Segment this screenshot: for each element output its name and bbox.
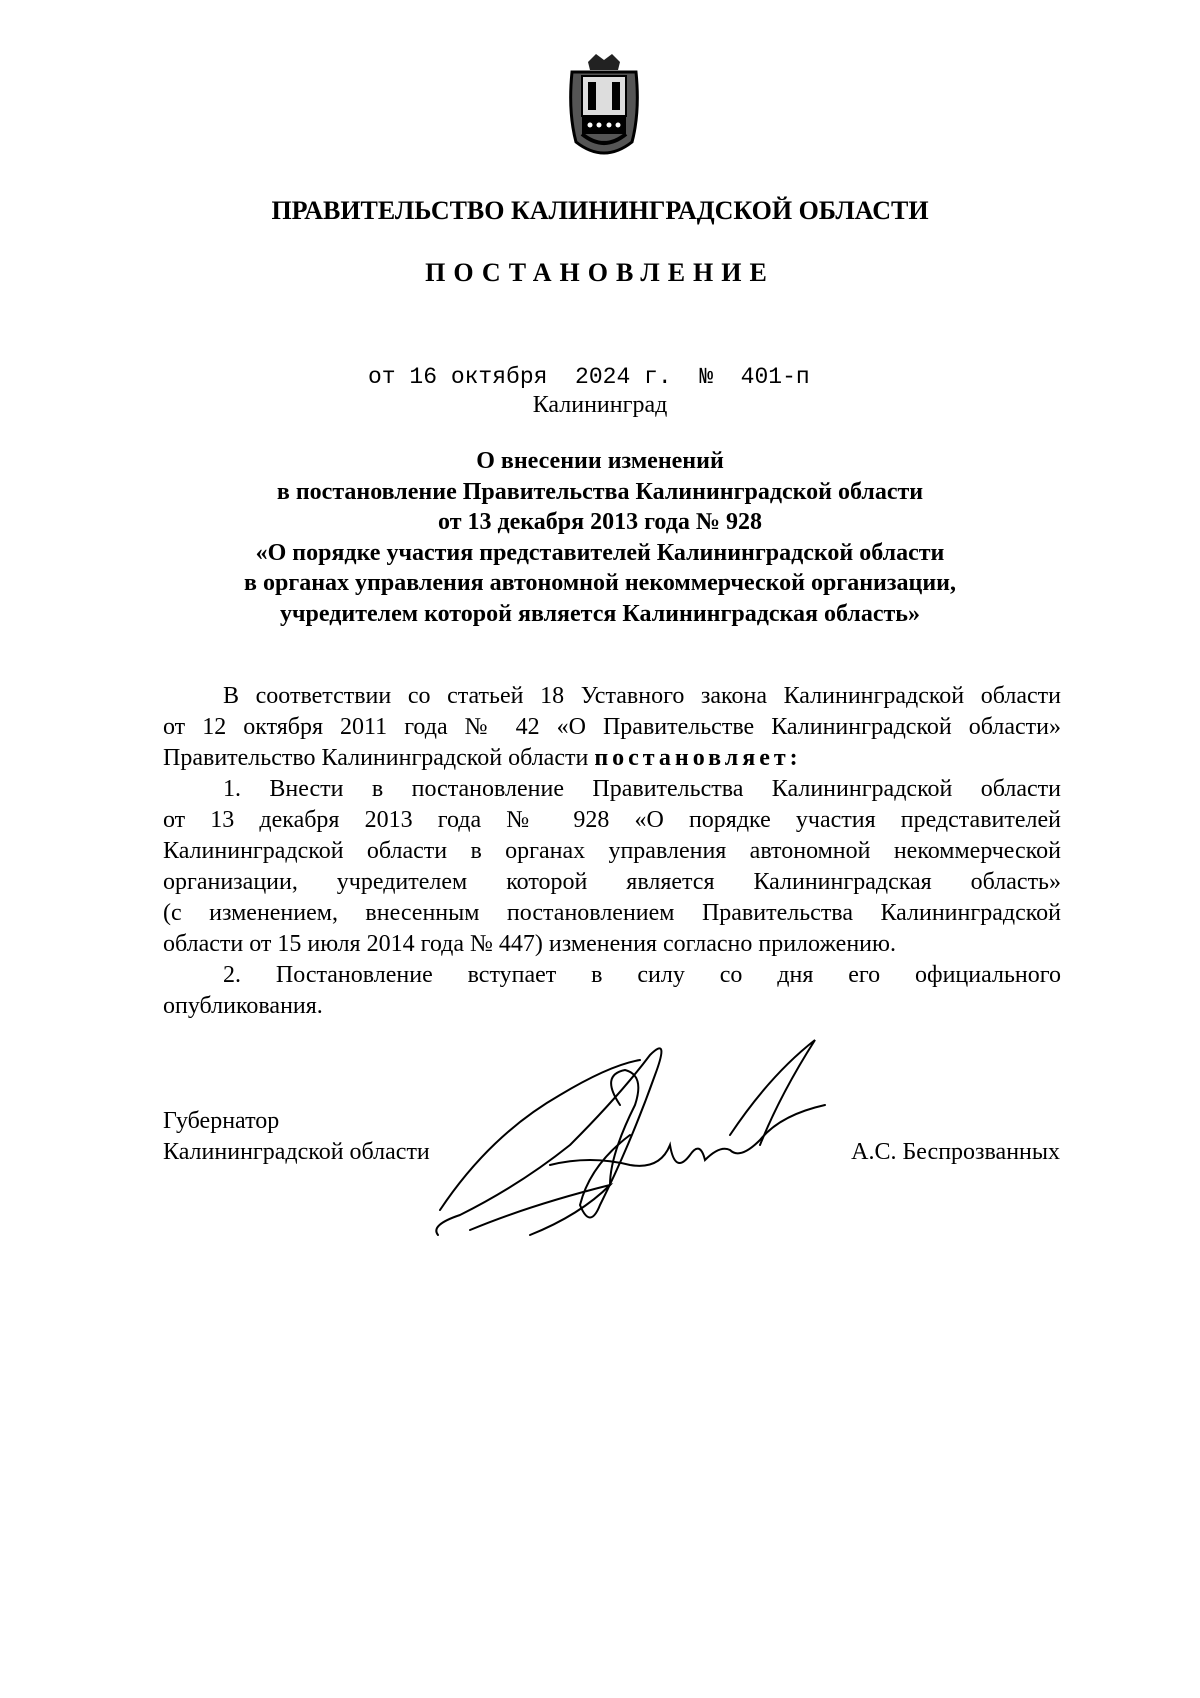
body-line: Калининградской области в органах управления автономной некоммерческой (163, 838, 1061, 864)
signer-position: Калининградской области (163, 1139, 430, 1165)
document-title (0, 446, 1200, 629)
body-line: от 13 декабря 2013 года № 928 «О порядке участия представителей (163, 807, 1061, 833)
title-line: «О порядке участия представителей Калининградской области (255, 539, 945, 566)
title-line: от 13 декабря 2013 года № 928 (438, 509, 762, 535)
title-line: в органах управления автономной некоммерческой организации, (244, 570, 956, 596)
document-body (163, 681, 1061, 1022)
title-line: О внесении изменений (476, 448, 724, 474)
body-line: от 12 октября 2011 года № 42 «О Правительстве Калининградской области» (163, 714, 1061, 740)
resolves-word: постановляет: (594, 745, 802, 771)
body-line: организации, учредителем которой является Калининградская область» (163, 869, 1061, 895)
signer-position: Губернатор (163, 1108, 280, 1134)
organization-name: ПРАВИТЕЛЬСТВО КАЛИНИНГРАДСКОЙ ОБЛАСТИ (271, 196, 929, 225)
body-line: 1. Внести в постановление Правительства Калининградской области (223, 776, 1061, 802)
body-line: (с изменением, внесенным постановлением Правительства Калининградской (163, 900, 1061, 926)
city: Калининград (532, 392, 668, 418)
title-line: учредителем которой является Калининградская область» (280, 600, 920, 627)
document-type: ПОСТАНОВЛЕНИЕ (425, 258, 775, 287)
coat-of-arms-emblem (566, 52, 642, 164)
signer-name: А.С. Беспрозванных (851, 1139, 1060, 1165)
title-line: в постановление Правительства Калининградской области (276, 478, 924, 505)
handwritten-signature (430, 1035, 840, 1245)
body-line: опубликования. (163, 993, 323, 1019)
body-line: области от 15 июля 2014 года № 447) изменения согласно приложению. (163, 931, 896, 957)
body-line: В соответствии со статьей 18 Уставного закона Калининградской области (223, 683, 1061, 709)
date-number-line: от 16 октября 2024 г. № 401-п (368, 364, 810, 390)
body-text: Правительство Калининградской области (163, 745, 589, 771)
body-line: 2. Постановление вступает в силу со дня его официального (223, 962, 1061, 988)
body-line (163, 743, 1061, 774)
